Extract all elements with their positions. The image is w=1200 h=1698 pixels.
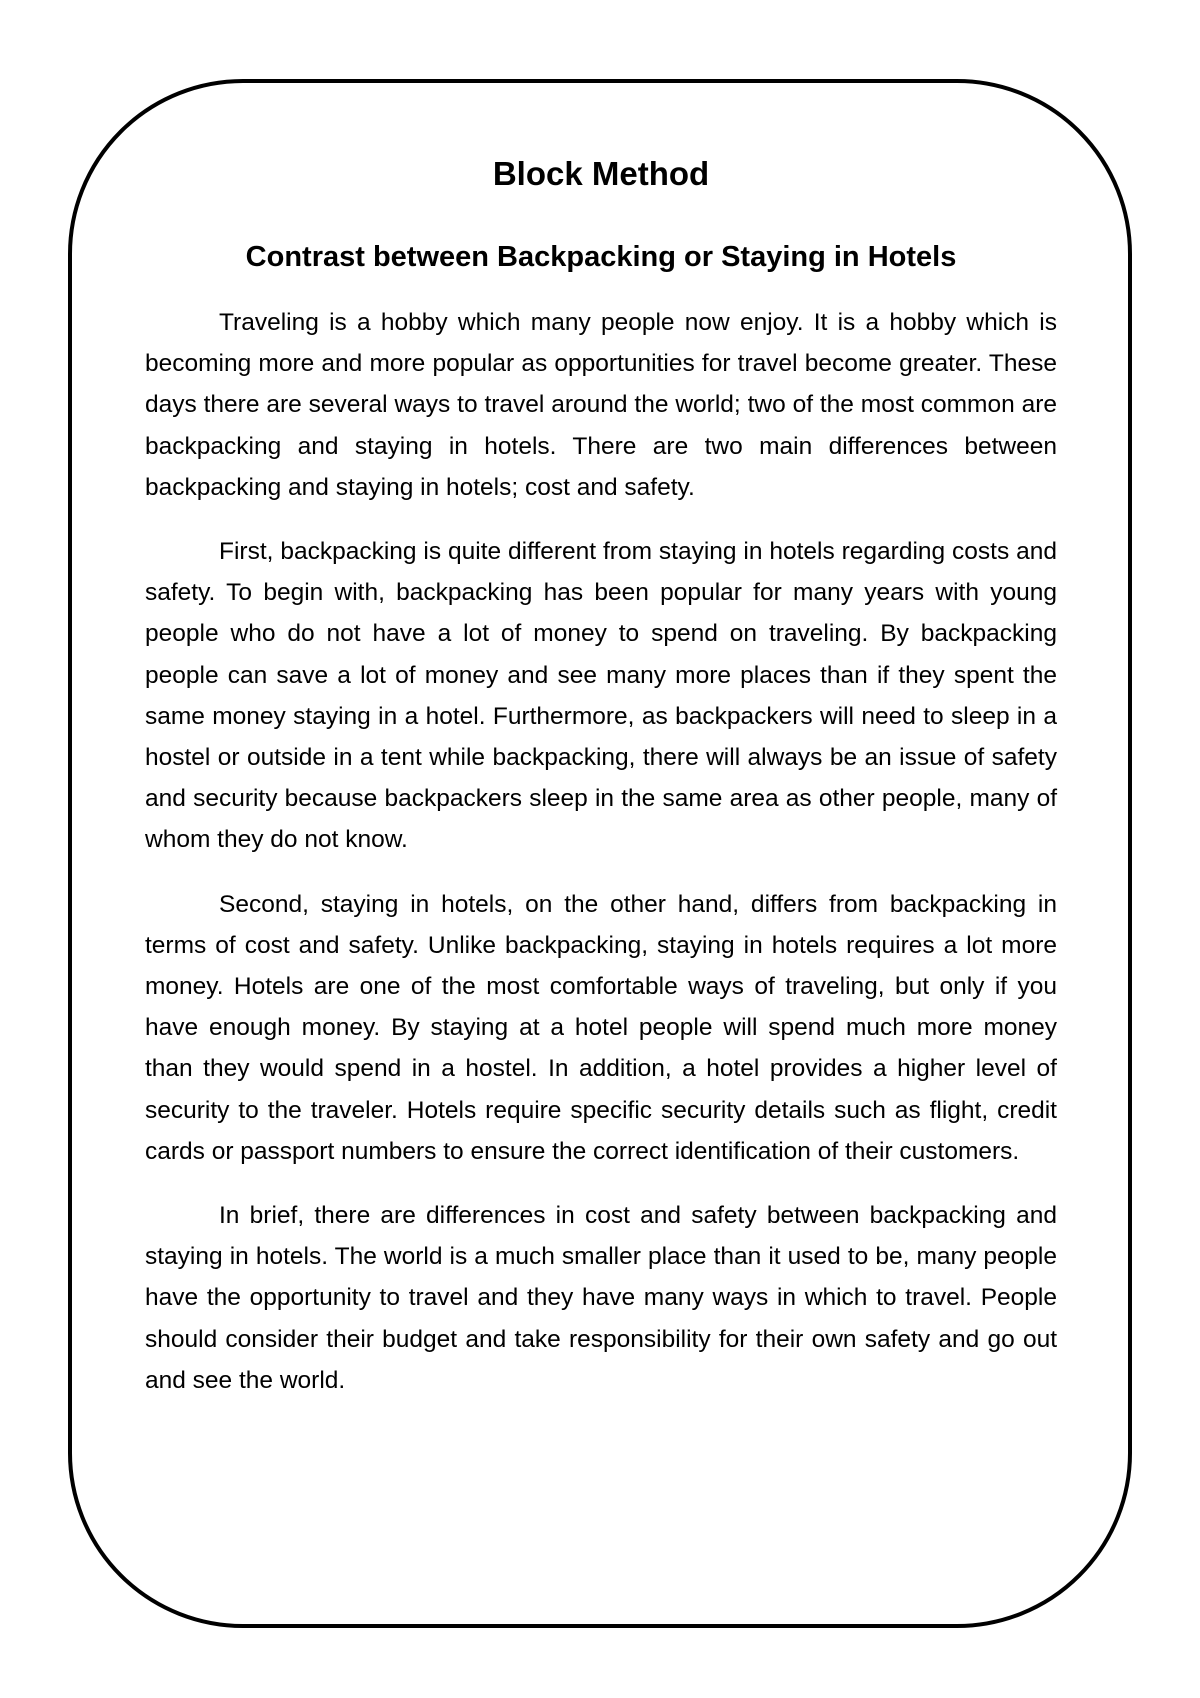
paragraph-introduction: Traveling is a hobby which many people now enjoy. It is a hobby which is becoming more and more popular as opportunities for travel become greater. These days there are several ways to travel around the world; two of the most common are backpacking and staying in hotels. There are two main differences between backpacking and staying in hotels; cost and safety.	[145, 309, 1057, 501]
document-body	[145, 148, 1057, 1401]
paragraph-backpacking: First, backpacking is quite different from staying in hotels regarding costs and safety. To begin with, backpacking has been popular for many years with young people who do not have a lot of money to spend on traveling. By backpacking people can save a lot of money and see many more places than if they spent the same money staying in a hotel. Furthermore, as backpackers will need to sleep in a hostel or outside in a tent while backpacking, there will always be an issue of safety and security because backpackers sleep in the same area as other people, many of whom they do not know.	[145, 538, 1057, 854]
paragraph-hotels: Second, staying in hotels, on the other hand, differs from backpacking in terms of cost and safety. Unlike backpacking, staying in hotels requires a lot more money. Hotels are one of the most comfortable ways of traveling, but only if you have enough money. By staying at a hotel people will spend much more money than they would spend in a hostel. In addition, a hotel provides a higher level of security to the traveler. Hotels require specific security details such as flight, credit cards or passport numbers to ensure the correct identification of their customers.	[145, 890, 1057, 1165]
document-title: Block Method	[492, 155, 710, 192]
paragraph-conclusion: In brief, there are differences in cost and safety between backpacking and staying in hotels. The world is a much smaller place than it used to be, many people have the opportunity to travel and they have many ways in which to travel. People should consider their budget and take responsibility for their own safety and go out and see the world.	[145, 1202, 1057, 1394]
document-subtitle: Contrast between Backpacking or Staying in Hotels	[245, 241, 957, 273]
